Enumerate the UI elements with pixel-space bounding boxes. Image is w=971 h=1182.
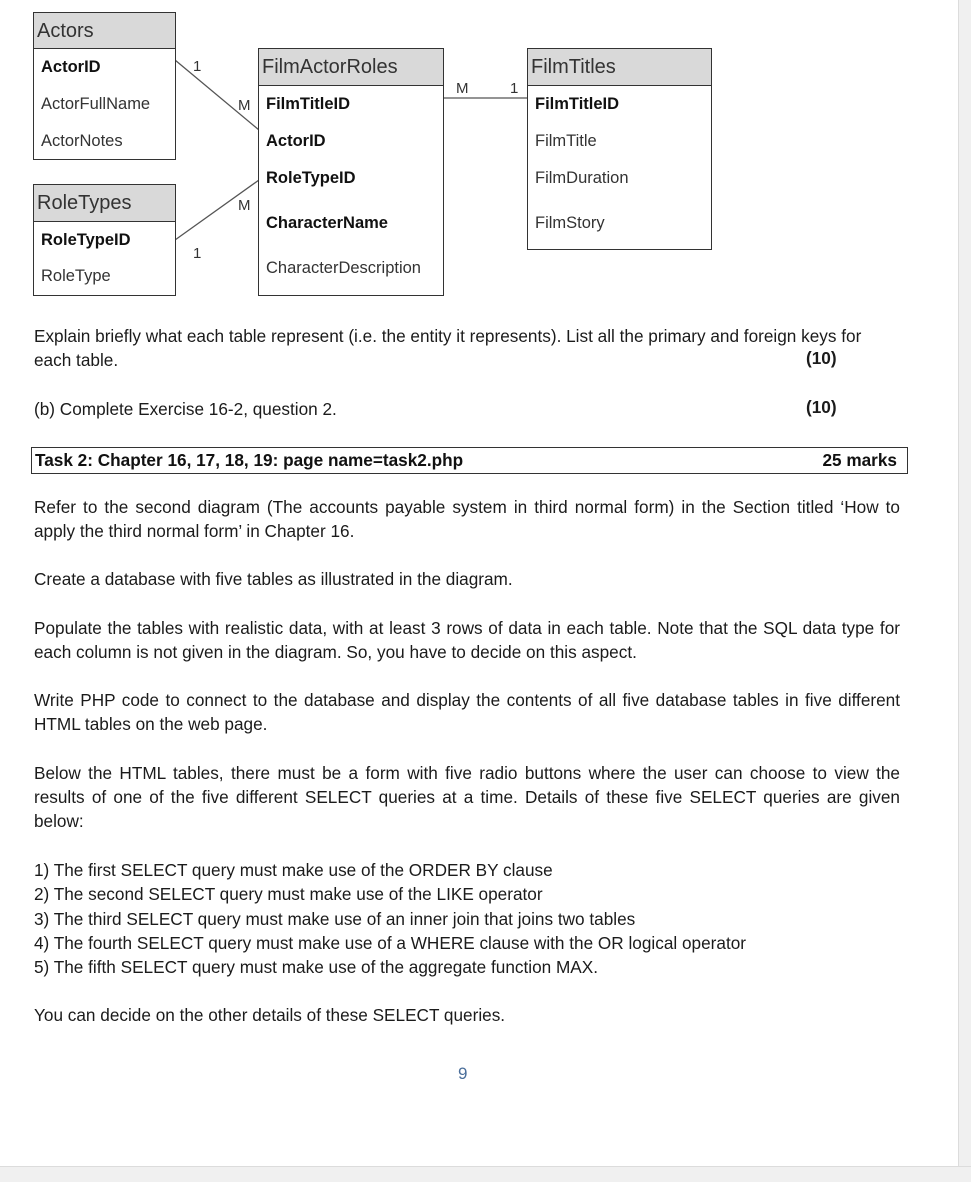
actors-field-actorfullname: ActorFullName: [41, 95, 151, 113]
filmactorroles-field-roletypeid: RoleTypeID: [266, 169, 356, 187]
cardinality-films-many: M: [456, 80, 469, 97]
question-a-text: Explain briefly what each table represent (i.e. the entity it represents). List all the primary and foreign keys for each table.: [34, 326, 862, 370]
question-a-marks: (10): [806, 348, 837, 368]
page-number: 9: [458, 1064, 468, 1083]
query-list: [34, 858, 746, 979]
actors-table-title: Actors: [34, 13, 175, 49]
question-b-marks: (10): [806, 397, 837, 417]
paragraph-php: Write PHP code to connect to the database and display the contents of all five database tables in five different HTML tables on the web page.: [34, 690, 900, 734]
paragraph-populate: Populate the tables with realistic data, with at least 3 rows of data in each table. Note that the SQL data type for each column is not given in the diagram. So, you have to decide on this aspect.: [34, 618, 900, 662]
cardinality-actors-one: 1: [193, 58, 202, 75]
paragraph-create: Create a database with five tables as illustrated in the diagram.: [34, 569, 513, 589]
filmactorroles-field-filmtitleid: FilmTitleID: [266, 95, 351, 113]
question-b-text: (b) Complete Exercise 16-2, question 2.: [34, 399, 337, 419]
list-item: 3) The third SELECT query must make use of an inner join that joins two tables: [34, 908, 636, 929]
list-item: 4) The fourth SELECT query must make use of a WHERE clause with the OR logical operator: [34, 932, 747, 953]
roletypes-field-roletypeid: RoleTypeID: [41, 231, 131, 249]
roletypes-table: [33, 184, 176, 296]
cardinality-films-one: 1: [510, 80, 519, 97]
filmactorroles-table: [258, 48, 444, 296]
task2-marks: 25 marks: [822, 450, 897, 470]
roletypes-field-roletype: RoleType: [41, 267, 111, 285]
roletypes-table-title: RoleTypes: [34, 185, 175, 222]
paragraph-refer: Refer to the second diagram (The accounts payable system in third normal form) in the Section titled ‘How to apply the third normal form’ in Chapter 16.: [34, 497, 900, 541]
task2-title: Task 2: Chapter 16, 17, 18, 19: page name=task2.php: [35, 450, 464, 470]
actors-filmactorroles-line: [175, 60, 259, 130]
actors-field-actornotes: ActorNotes: [41, 132, 123, 150]
page-edge-bottom: [0, 1166, 971, 1182]
actors-field-actorid: ActorID: [41, 58, 101, 76]
cardinality-roles-many: M: [238, 197, 251, 214]
list-item: 5) The fifth SELECT query must make use of the aggregate function MAX.: [34, 957, 598, 978]
filmtitles-table: [527, 48, 712, 250]
filmtitles-field-filmtitleid: FilmTitleID: [535, 95, 620, 113]
filmactorroles-table-title: FilmActorRoles: [259, 49, 443, 86]
filmactorroles-field-actorid: ActorID: [266, 132, 326, 150]
filmtitles-field-filmtitle: FilmTitle: [535, 132, 597, 150]
actors-table: [33, 12, 176, 160]
list-item: 1) The first SELECT query must make use of the ORDER BY clause: [34, 860, 553, 880]
paragraph-decide: You can decide on the other details of these SELECT queries.: [34, 1005, 506, 1025]
filmtitles-table-title: FilmTitles: [528, 49, 711, 86]
cardinality-actors-many: M: [238, 97, 251, 114]
filmactorroles-field-charactername: CharacterName: [266, 214, 388, 232]
filmactorroles-field-characterdescription: CharacterDescription: [266, 259, 421, 277]
filmtitles-field-filmstory: FilmStory: [535, 214, 605, 232]
task2-header: [31, 447, 908, 474]
list-item: 2) The second SELECT query must make use of the LIKE operator: [34, 884, 543, 905]
cardinality-roles-one: 1: [193, 245, 202, 262]
paragraph-form: Below the HTML tables, there must be a form with five radio buttons where the user can choose to view the results of one of the five different SELECT queries at a time. Details of these five SELECT queries are given below:: [34, 763, 900, 831]
filmtitles-field-filmduration: FilmDuration: [535, 169, 629, 187]
